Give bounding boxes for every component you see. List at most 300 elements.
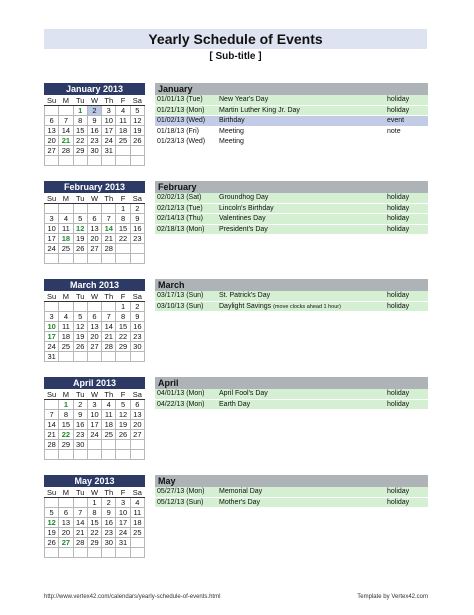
calendar-day: 11: [102, 410, 116, 420]
event-date: 01/21/13 (Mon): [157, 106, 205, 114]
calendar-day: 2: [102, 498, 116, 508]
event-name-note: (move clocks ahead 1 hour): [273, 303, 341, 310]
footer-url: http://www.vertex42.com/calendars/yearly-schedule-of-events.html: [44, 594, 221, 600]
weekday-label: Tu: [73, 95, 87, 106]
calendar-day: 15: [73, 126, 87, 136]
calendar-day: 25: [59, 342, 73, 352]
calendar-day: 14: [45, 420, 59, 430]
calendar-day: 26: [130, 136, 144, 146]
event-date: 02/18/13 (Mon): [157, 225, 205, 233]
calendar-day: 30: [73, 440, 87, 450]
calendar-day: 30: [102, 538, 116, 548]
calendar-day: [130, 254, 144, 264]
calendar-day: 18: [130, 518, 144, 528]
weekday-label: M: [59, 291, 73, 302]
calendar-day: [73, 156, 87, 166]
calendar-day: 29: [59, 440, 73, 450]
calendar-day: 17: [45, 234, 59, 244]
calendar-day: 19: [116, 420, 130, 430]
calendar-day: 4: [102, 400, 116, 410]
calendar-day: 7: [102, 312, 116, 322]
calendar-day: [45, 106, 59, 116]
events-list: [155, 181, 428, 235]
calendar-day: 8: [87, 508, 101, 518]
event-date: 01/01/13 (Tue): [157, 96, 203, 103]
calendar-day: 27: [45, 146, 59, 156]
weekday-label: Su: [45, 193, 59, 204]
event-date: 05/27/13 (Mon): [157, 488, 205, 495]
calendar-day: 12: [73, 224, 87, 234]
weekday-label: Th: [102, 389, 116, 400]
event-name: [219, 106, 387, 116]
calendar-day: 9: [73, 410, 87, 420]
calendar-day: 18: [59, 234, 73, 244]
event-name-text: Meeting: [219, 127, 244, 135]
event-date: 02/14/13 (Thu): [157, 215, 203, 222]
event-row[interactable]: [155, 204, 428, 215]
calendar-day: 29: [116, 342, 130, 352]
calendar-day: [130, 450, 144, 460]
calendar-day: 19: [45, 528, 59, 538]
weekday-label: W: [87, 487, 101, 498]
calendar-day: [59, 302, 73, 312]
calendar-day: [87, 548, 101, 558]
calendar-day: [45, 450, 59, 460]
calendar-day: 5: [73, 214, 87, 224]
event-row[interactable]: [155, 106, 428, 117]
calendar-day: [87, 440, 101, 450]
calendar-day: [102, 440, 116, 450]
event-name-text: Earth Day: [219, 400, 251, 408]
calendar-day: 3: [45, 214, 59, 224]
calendar-day: 8: [116, 312, 130, 322]
calendar-day: 28: [73, 538, 87, 548]
weekday-label: Su: [45, 487, 59, 498]
calendar-day: [116, 352, 130, 362]
calendar-day: 6: [87, 214, 101, 224]
calendar-day: [102, 204, 116, 214]
weekday-label: Tu: [73, 193, 87, 204]
calendar-day: [130, 146, 144, 156]
event-name-text: President's Day: [219, 225, 268, 233]
calendar-day: 10: [116, 508, 130, 518]
calendar-day: 24: [102, 136, 116, 146]
calendar-day: 28: [45, 440, 59, 450]
event-name: [219, 95, 387, 105]
calendar-day: 14: [73, 518, 87, 528]
calendar-day: [45, 204, 59, 214]
event-name-text: Groundhog Day: [219, 194, 269, 201]
events-month-header: March: [155, 279, 428, 291]
event-row[interactable]: [155, 302, 428, 313]
calendar-day: [87, 254, 101, 264]
calendar-day: [87, 450, 101, 460]
calendar-day: 28: [102, 244, 116, 254]
event-name: [219, 291, 387, 301]
weekday-label: W: [87, 389, 101, 400]
event-type: holiday: [387, 292, 410, 299]
calendar-day: [130, 156, 144, 166]
calendar-day: 21: [45, 430, 59, 440]
event-date: 04/22/13 (Mon): [157, 400, 205, 408]
event-name: [219, 204, 387, 214]
calendar-month-title: March 2013: [44, 279, 145, 291]
calendar-day: 26: [73, 244, 87, 254]
calendar-day: [102, 254, 116, 264]
calendar-day: 23: [102, 528, 116, 538]
calendar-day: [45, 400, 59, 410]
calendar-day: 28: [59, 146, 73, 156]
calendar-day: 12: [45, 518, 59, 528]
calendar-day: 16: [87, 126, 101, 136]
calendar-day: [130, 548, 144, 558]
calendar-day: [116, 254, 130, 264]
calendar-day: 10: [102, 116, 116, 126]
event-name: [219, 193, 387, 203]
calendar-day: 14: [102, 224, 116, 234]
event-name: [219, 225, 387, 235]
event-type: holiday: [387, 106, 410, 114]
calendar-day: [116, 156, 130, 166]
weekday-label: W: [87, 193, 101, 204]
calendar-day: 20: [87, 234, 101, 244]
calendar-day: 8: [116, 214, 130, 224]
calendar-day: 4: [116, 106, 130, 116]
event-row[interactable]: [155, 487, 428, 498]
calendar-day: 3: [45, 312, 59, 322]
calendar-day: [73, 302, 87, 312]
weekday-label: M: [59, 487, 73, 498]
calendar-day: 3: [87, 400, 101, 410]
calendar-day: 23: [73, 430, 87, 440]
event-name-text: Meeting: [219, 138, 244, 145]
calendar-day: [45, 254, 59, 264]
calendar-day: [59, 548, 73, 558]
calendar-day: 18: [102, 420, 116, 430]
weekday-label: Su: [45, 95, 59, 106]
event-name: [219, 389, 387, 399]
calendar-day: [59, 106, 73, 116]
calendar-day: 16: [73, 420, 87, 430]
calendar-day: 13: [130, 410, 144, 420]
event-name: [219, 498, 387, 508]
calendar-day: 9: [102, 508, 116, 518]
event-row[interactable]: [155, 127, 428, 138]
event-row[interactable]: [155, 116, 428, 127]
events-list: [155, 83, 428, 148]
calendar-day: 11: [130, 508, 144, 518]
calendar-day: [130, 352, 144, 362]
calendar-day: 4: [59, 312, 73, 322]
event-name: [219, 127, 387, 137]
event-row[interactable]: [155, 225, 428, 236]
weekday-label: W: [87, 291, 101, 302]
calendar-day: [73, 254, 87, 264]
event-row[interactable]: [155, 95, 428, 106]
calendar-day: [59, 352, 73, 362]
weekday-label: Sa: [130, 487, 144, 498]
weekday-label: M: [59, 389, 73, 400]
event-name-text: Mother's Day: [219, 498, 261, 506]
weekday-label: M: [59, 95, 73, 106]
event-date: 02/12/13 (Tue): [157, 204, 203, 212]
calendar-day: 2: [130, 302, 144, 312]
calendar-day: 10: [87, 410, 101, 420]
calendar-day: 31: [116, 538, 130, 548]
calendar-day: 4: [59, 214, 73, 224]
calendar-day: 30: [87, 146, 101, 156]
calendar-day: [87, 302, 101, 312]
calendar-day: 1: [116, 204, 130, 214]
calendar-day: 24: [87, 430, 101, 440]
calendar-day: [116, 548, 130, 558]
weekday-label: Su: [45, 291, 59, 302]
events-list: [155, 475, 428, 508]
calendar-day: 22: [59, 430, 73, 440]
event-date: 01/23/13 (Wed): [157, 138, 206, 145]
calendar-day: 13: [87, 224, 101, 234]
event-row[interactable]: [155, 498, 428, 509]
calendar-day: 1: [59, 400, 73, 410]
calendar-day: 22: [116, 332, 130, 342]
calendar-day: 12: [130, 116, 144, 126]
event-type: holiday: [387, 204, 410, 212]
calendar-day: [130, 538, 144, 548]
events-list: [155, 279, 428, 312]
calendar-day: 27: [87, 342, 101, 352]
calendar-day: 27: [59, 538, 73, 548]
calendar-day: 20: [130, 420, 144, 430]
weekday-label: Sa: [130, 389, 144, 400]
calendar-day: 17: [102, 126, 116, 136]
calendar-day: 26: [45, 538, 59, 548]
footer-credit: Template by Vertex42.com: [357, 594, 428, 600]
event-name-text: St. Patrick's Day: [219, 292, 271, 299]
weekday-label: F: [116, 95, 130, 106]
calendar-day: [102, 450, 116, 460]
calendar-day: 22: [87, 528, 101, 538]
calendar-day: [59, 498, 73, 508]
calendar-day: 4: [130, 498, 144, 508]
calendar-day: 2: [73, 400, 87, 410]
calendar-day: [116, 450, 130, 460]
event-name-text: Martin Luther King Jr. Day: [219, 106, 300, 114]
calendar-day: [45, 302, 59, 312]
weekday-label: F: [116, 193, 130, 204]
calendar-day: [59, 450, 73, 460]
calendar-day: 5: [130, 106, 144, 116]
calendar-day: 11: [59, 224, 73, 234]
events-list: [155, 377, 428, 410]
calendar-day: 26: [73, 342, 87, 352]
calendar-day: 9: [130, 214, 144, 224]
calendar-day: 5: [73, 312, 87, 322]
event-name-text: New Year's Day: [219, 96, 269, 103]
page-subtitle: [ Sub-title ]: [209, 51, 262, 62]
calendar-day: 20: [87, 332, 101, 342]
mini-calendar: [44, 377, 145, 460]
calendar-day: 26: [116, 430, 130, 440]
event-date: 04/01/13 (Mon): [157, 390, 205, 397]
event-date: 02/02/13 (Sat): [157, 194, 202, 201]
calendar-day: 24: [116, 528, 130, 538]
mini-calendar: [44, 475, 145, 558]
calendar-day: 6: [45, 116, 59, 126]
calendar-day: 7: [73, 508, 87, 518]
event-name: [219, 214, 387, 224]
calendar-day: 19: [130, 126, 144, 136]
calendar-day: 25: [116, 136, 130, 146]
event-type: holiday: [387, 302, 410, 310]
weekday-label: W: [87, 95, 101, 106]
calendar-day: 19: [73, 234, 87, 244]
calendar-day: 18: [59, 332, 73, 342]
event-type: holiday: [387, 498, 410, 506]
calendar-day: [45, 548, 59, 558]
calendar-day: 27: [87, 244, 101, 254]
calendar-day: [73, 450, 87, 460]
weekday-label: Th: [102, 487, 116, 498]
calendar-day: 20: [59, 528, 73, 538]
mini-calendar: [44, 83, 145, 166]
calendar-day: [73, 548, 87, 558]
calendar-day: 3: [102, 106, 116, 116]
event-row[interactable]: [155, 389, 428, 400]
calendar-day: 7: [102, 214, 116, 224]
calendar-day: 7: [59, 116, 73, 126]
event-name-text: Lincoln's Birthday: [219, 204, 274, 212]
calendar-day: 9: [130, 312, 144, 322]
calendar-day: 24: [45, 342, 59, 352]
event-name-text: Birthday: [219, 117, 245, 124]
calendar-day: 23: [87, 136, 101, 146]
event-date: 01/18/13 (Fri): [157, 127, 200, 135]
event-row[interactable]: [155, 193, 428, 204]
calendar-day: [73, 352, 87, 362]
calendar-day: 2: [130, 204, 144, 214]
weekday-label: Th: [102, 95, 116, 106]
calendar-day: [102, 156, 116, 166]
calendar-day: 29: [73, 146, 87, 156]
event-name: [219, 400, 387, 410]
calendar-day: [102, 548, 116, 558]
event-row[interactable]: [155, 214, 428, 225]
event-name: [219, 116, 387, 126]
event-type: holiday: [387, 400, 410, 408]
event-type: holiday: [387, 225, 410, 233]
calendar-day: [59, 156, 73, 166]
calendar-day: 2: [87, 106, 101, 116]
calendar-day: 22: [73, 136, 87, 146]
calendar-day: 23: [130, 332, 144, 342]
weekday-label: Th: [102, 193, 116, 204]
weekday-label: M: [59, 193, 73, 204]
calendar-day: 25: [102, 430, 116, 440]
event-date: 03/17/13 (Sun): [157, 292, 204, 299]
calendar-day: [130, 244, 144, 254]
calendar-day: 16: [130, 224, 144, 234]
calendar-month-title: May 2013: [44, 475, 145, 487]
calendar-day: 28: [102, 342, 116, 352]
calendar-day: 21: [59, 136, 73, 146]
calendar-day: 30: [130, 342, 144, 352]
calendar-day: 15: [116, 224, 130, 234]
event-type: holiday: [387, 96, 410, 103]
calendar-day: 10: [45, 224, 59, 234]
calendar-day: 13: [87, 322, 101, 332]
calendar-day: 25: [59, 244, 73, 254]
calendar-day: [116, 244, 130, 254]
calendar-day: 19: [73, 332, 87, 342]
weekday-label: Su: [45, 389, 59, 400]
weekday-label: Tu: [73, 291, 87, 302]
calendar-day: 31: [102, 146, 116, 156]
event-name: [219, 137, 387, 147]
calendar-day: [73, 204, 87, 214]
calendar-day: 17: [87, 420, 101, 430]
calendar-day: 24: [45, 244, 59, 254]
event-row[interactable]: [155, 137, 428, 148]
calendar-day: [59, 254, 73, 264]
calendar-day: 18: [116, 126, 130, 136]
event-type: holiday: [387, 215, 410, 222]
calendar-day: 6: [59, 508, 73, 518]
calendar-day: 15: [87, 518, 101, 528]
calendar-day: 15: [116, 322, 130, 332]
calendar-day: 6: [130, 400, 144, 410]
weekday-label: Tu: [73, 487, 87, 498]
calendar-day: 5: [116, 400, 130, 410]
calendar-day: 27: [130, 430, 144, 440]
mini-calendar: [44, 181, 145, 264]
calendar-day: 17: [45, 332, 59, 342]
event-name-text: April Fool's Day: [219, 390, 268, 397]
calendar-day: [116, 146, 130, 156]
weekday-label: Sa: [130, 95, 144, 106]
calendar-day: [59, 204, 73, 214]
event-type: event: [387, 117, 405, 124]
calendar-day: [102, 352, 116, 362]
calendar-day: 5: [45, 508, 59, 518]
calendar-month-title: January 2013: [44, 83, 145, 95]
event-type: holiday: [387, 390, 410, 397]
calendar-day: [73, 498, 87, 508]
calendar-day: 23: [130, 234, 144, 244]
event-name: [219, 302, 387, 313]
calendar-day: 8: [59, 410, 73, 420]
calendar-day: 13: [59, 518, 73, 528]
calendar-day: 9: [87, 116, 101, 126]
weekday-label: Sa: [130, 193, 144, 204]
event-row[interactable]: [155, 400, 428, 411]
calendar-day: [45, 156, 59, 166]
page-title: Yearly Schedule of Events: [44, 29, 427, 49]
calendar-day: 15: [59, 420, 73, 430]
calendar-day: [87, 352, 101, 362]
calendar-day: 21: [73, 528, 87, 538]
event-row[interactable]: [155, 291, 428, 302]
calendar-day: 22: [116, 234, 130, 244]
events-month-header: January: [155, 83, 428, 95]
calendar-day: 16: [130, 322, 144, 332]
event-type: note: [387, 127, 401, 135]
calendar-day: 11: [116, 116, 130, 126]
event-type: holiday: [387, 488, 410, 495]
calendar-day: [116, 440, 130, 450]
events-month-header: May: [155, 475, 428, 487]
calendar-day: 12: [73, 322, 87, 332]
calendar-day: 21: [102, 234, 116, 244]
